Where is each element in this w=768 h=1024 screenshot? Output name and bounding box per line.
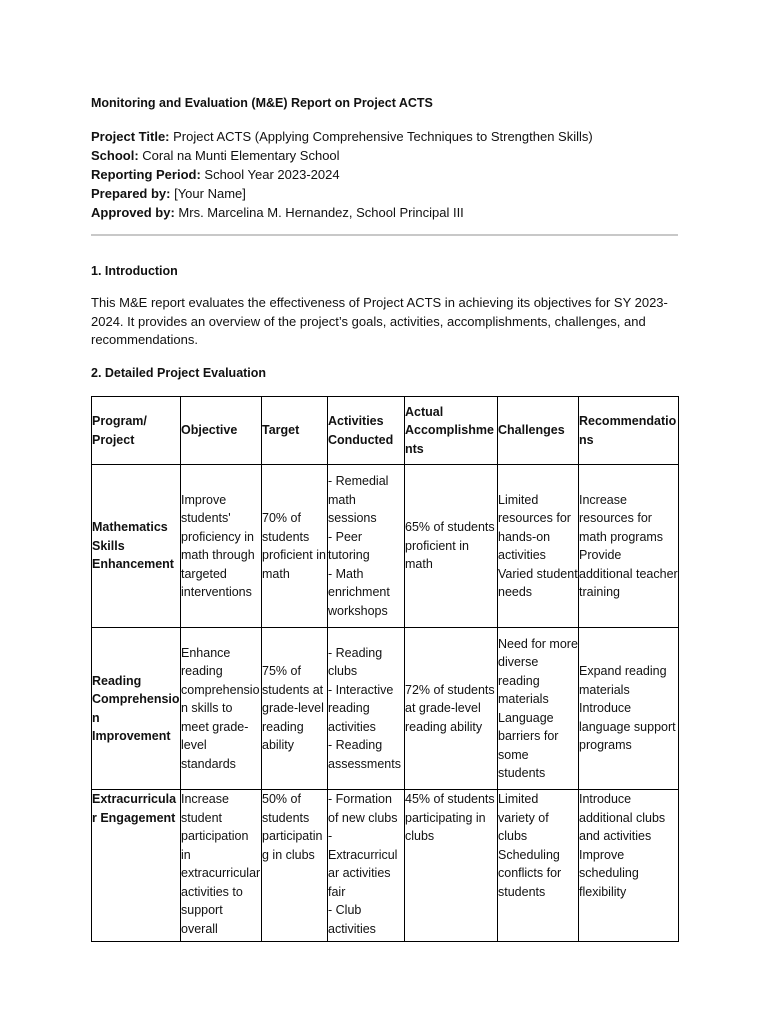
column-header: Actual Accomplishments — [405, 397, 498, 465]
activity-item: - Reading assessments — [328, 738, 401, 771]
challenge-item: Scheduling conflicts for students — [498, 847, 562, 899]
cell-target: 70% of students proficient in math — [262, 465, 328, 628]
cell-recommendations — [579, 465, 679, 628]
meta-approved-by — [91, 203, 678, 222]
meta-prepared-by — [91, 184, 678, 203]
meta-school — [91, 146, 678, 165]
section-heading-evaluation: 2. Detailed Project Evaluation — [91, 365, 267, 380]
recommendation-item: Introduce additional clubs and activities — [579, 792, 666, 843]
meta-value: School Year 2023-2024 — [200, 166, 340, 182]
challenge-item: Language barriers for some students — [498, 710, 559, 780]
report-title: Monitoring and Evaluation (M&E) Report on Project ACTS — [91, 96, 433, 110]
cell-accomplishments: 45% of students participating in clubs — [405, 790, 498, 942]
cell-target: 50% of students participating in clubs — [262, 790, 328, 942]
cell-recommendations — [579, 790, 679, 942]
cell-target: 75% of students at grade-level reading ability — [262, 628, 328, 790]
cell-accomplishments: 65% of students proficient in math — [405, 465, 498, 628]
challenge-item: Varied student needs — [498, 566, 578, 599]
cell-objective: Improve students' proficiency in math through targeted interventions — [181, 465, 262, 628]
activity-item: - Remedial math sessions — [328, 474, 389, 525]
challenge-item: Limited resources for hands-on activities — [498, 492, 571, 562]
cell-accomplishments: 72% of students at grade-level reading ability — [405, 628, 498, 790]
column-header: Program/ Project — [92, 397, 181, 465]
meta-label: Approved by: — [91, 204, 175, 220]
activity-item: - Extracurricular activities fair — [328, 829, 398, 899]
cell-activities — [328, 790, 405, 942]
document-page — [91, 90, 678, 942]
introduction-paragraph: This M&E report evaluates the effectiveness of Project ACTS in achieving its objectives for SY 2023-2024. It provides an overview of the project’s goals, activities, accomplishments, challenges, and recommendations. — [91, 295, 668, 347]
cell-program: Reading Comprehension Improvement — [92, 628, 181, 790]
challenge-item: Limited variety of clubs — [498, 792, 549, 843]
cell-objective: Increase student participation in extracurricular activities to support overall — [181, 790, 262, 942]
cell-program: Mathematics Skills Enhancement — [92, 465, 181, 628]
activity-item: - Club activities — [328, 903, 376, 936]
table-header-row — [92, 397, 679, 465]
table-row — [92, 790, 679, 942]
recommendation-item: Expand reading materials — [579, 664, 667, 697]
recommendation-item: Increase resources for math programs — [579, 492, 664, 544]
table-row — [92, 628, 679, 790]
cell-challenges — [498, 465, 579, 628]
cell-objective: Enhance reading comprehension skills to meet grade-level standards — [181, 628, 262, 790]
evaluation-table — [91, 396, 679, 942]
horizontal-divider — [91, 234, 678, 236]
column-header: Recommendations — [579, 397, 679, 465]
cell-activities — [328, 628, 405, 790]
meta-label: Reporting Period: — [91, 166, 201, 182]
cell-activities — [328, 465, 405, 628]
column-header: Objective — [181, 397, 262, 465]
report-meta — [91, 127, 678, 222]
recommendation-item: Provide additional teacher training — [579, 548, 678, 599]
meta-value: Coral na Munti Elementary School — [138, 147, 340, 163]
cell-challenges — [498, 790, 579, 942]
column-header: Activities Conducted — [328, 397, 405, 465]
meta-value: Project ACTS (Applying Comprehensive Techniques to Strengthen Skills) — [169, 128, 593, 144]
activity-item: - Peer tutoring — [328, 529, 370, 562]
activity-item: - Interactive reading activities — [328, 682, 394, 734]
meta-label: Prepared by: — [91, 185, 171, 201]
meta-value: [Your Name] — [170, 185, 246, 201]
activity-item: - Reading clubs — [328, 645, 383, 679]
meta-reporting-period — [91, 165, 678, 184]
recommendation-item: Introduce language support programs — [579, 701, 676, 753]
cell-program: Extracurricular Engagement — [92, 790, 181, 942]
activity-item: - Math enrichment workshops — [328, 566, 390, 618]
section-heading-introduction: 1. Introduction — [91, 263, 178, 278]
meta-label: School: — [91, 147, 139, 163]
meta-label: Project Title: — [91, 128, 170, 144]
meta-project-title — [91, 127, 678, 146]
recommendation-item: Improve scheduling flexibility — [579, 847, 639, 899]
challenge-item: Need for more diverse reading materials — [498, 636, 578, 706]
activity-item: - Formation of new clubs — [328, 792, 398, 825]
column-header: Target — [262, 397, 328, 465]
cell-recommendations — [579, 628, 679, 790]
meta-value: Mrs. Marcelina M. Hernandez, School Principal III — [174, 204, 464, 220]
cell-challenges — [498, 628, 579, 790]
table-row — [92, 465, 679, 628]
column-header: Challenges — [498, 397, 579, 465]
